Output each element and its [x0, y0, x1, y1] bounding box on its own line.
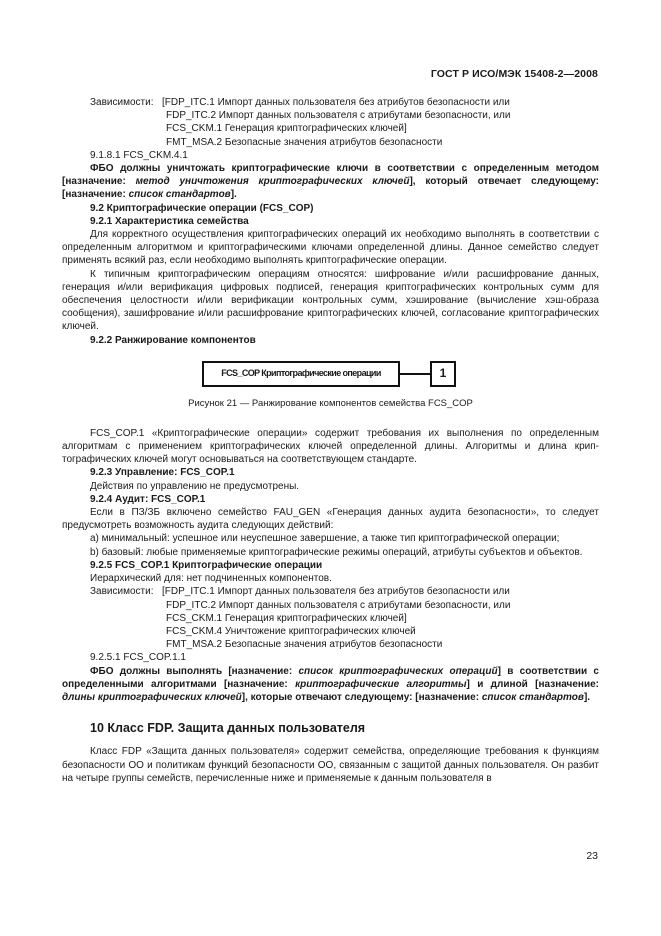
- dependencies-list: [162, 585, 599, 651]
- figure-caption: Рисунок 21 — Ранжирование компонентов семейства FCS_COP: [188, 397, 473, 409]
- section-heading: 9.2 Криптографические операции (FCS_COP): [90, 202, 314, 214]
- subsection-heading: 9.2.5 FCS_COP.1 Криптографические операции: [90, 559, 323, 571]
- dependencies-label: Зависимости:: [90, 97, 154, 108]
- page-content: [62, 96, 599, 785]
- component-level-box: 1: [430, 361, 456, 387]
- paragraph: Если в ПЗ/ЗБ включено семейство FAU_GEN «Генерация данных аудита безопасности», то следует предусмотреть возможность аудита следующих действий:: [62, 507, 599, 532]
- dependency-item: FCS_CKM.1 Генерация криптографических ключей]: [166, 612, 407, 624]
- paragraph: Действия по управлению не предусмотрены.: [90, 480, 300, 492]
- paragraph: FCS_COP.1 «Криптографические операции» содержит требования их выполнения по определенным алгоритмам с применением криптографических ключей определенной длины. Алгоритмы и длина криптографических ключей могут основываться на соответствующем стандарте.: [62, 427, 599, 466]
- dependencies-list: [162, 96, 599, 149]
- dependency-item: FCS_CKM.4 Уничтожение криптографических ключей: [166, 625, 416, 637]
- element-id: 9.2.5.1 FCS_COP.1.1: [90, 652, 186, 664]
- list-item: b) базовый: любые применяемые криптографические режимы операций, атрибуты субъектов и объектов.: [90, 546, 583, 558]
- connector-line: [400, 373, 430, 375]
- dependency-item: FDP_ITC.2 Импорт данных пользователя с атрибутами безопасности, или: [166, 110, 511, 122]
- paragraph: Класс FDP «Защита данных пользователя» содержит семейства, определяющие требования к функциям безопасности ОО и политикам функций безопасности ОО, связанным с защитой данных пользователя. Он разбит на четыре группы семейств, перечисленные ниже и применяемые к данным пользователя в: [62, 746, 599, 784]
- paragraph: Иерархический для: нет подчиненных компонентов.: [90, 573, 332, 585]
- dependencies-block-2: [62, 585, 599, 651]
- dependency-item: [FDP_ITC.1 Импорт данных пользователя без атрибутов безопасности или: [162, 97, 510, 108]
- element-id: 9.1.8.1 FCS_CKM.4.1: [90, 149, 188, 161]
- figure-component-leveling: [62, 347, 599, 409]
- dependency-item: FMT_MSA.2 Безопасные значения атрибутов безопасности: [166, 136, 443, 148]
- paragraph: Для корректного осуществления криптографических операций их необходимо выполнять в соответствии с определенным алгоритмом и криптографическими ключами определенной длины. Данное семейство следует применять всякий раз, если необходимо выполнять криптографические операции.: [62, 229, 599, 267]
- dependency-item: FDP_ITC.2 Импорт данных пользователя с атрибутами безопасности, или: [166, 599, 511, 611]
- dependencies-label: Зависимости:: [90, 586, 154, 598]
- element-requirement: ФБО должны выполнять [назначение: список криптографических операций] в соответствии с определенными алгоритмами [назначение: криптографические алгоритмы] и длиной [назначение: длины криптографических ключей], которые отвечают следующему: [назначение: список стандартов].: [62, 665, 599, 703]
- subsection-heading: 9.2.2 Ранжирование компонентов: [90, 334, 256, 346]
- paragraph: К типичным криптографическим операциям относятся: шифрование и/или расшифрование данных, генерация и/или верификация цифровых подписей, генерация криптографических контрольных сумм для обеспечения целостности и/или верификации контрольных сумм, хэширование (вычисление хэш-образа сообщения), зашифрование и/или расшифрование криптографических ключей, согласование криптографических ключей.: [62, 268, 599, 333]
- element-requirement: ФБО должны уничтожать криптографические ключи в соответствии с определенным методом [назначение: метод уничтожения криптографических ключей], который отвечает следующему: [назначение: список стандартов].: [62, 163, 599, 201]
- subsection-heading: 9.2.4 Аудит: FCS_COP.1: [90, 493, 206, 505]
- dependency-item: FMT_MSA.2 Безопасные значения атрибутов безопасности: [166, 639, 443, 651]
- page-number: 23: [586, 850, 598, 862]
- subsection-heading: 9.2.1 Характеристика семейства: [90, 215, 249, 227]
- list-item: а) минимальный: успешное или неуспешное завершение, а также тип криптографической операции;: [90, 533, 560, 545]
- standard-header: ГОСТ Р ИСО/МЭК 15408-2—2008: [430, 68, 598, 80]
- dependencies-block-1: [62, 96, 599, 149]
- subsection-heading: 9.2.3 Управление: FCS_COP.1: [90, 467, 235, 479]
- chapter-heading: 10 Класс FDP. Защита данных пользователя: [90, 721, 366, 736]
- dependency-item: FCS_CKM.1 Генерация криптографических ключей]: [166, 123, 407, 135]
- dependency-item: [FDP_ITC.1 Импорт данных пользователя без атрибутов безопасности или: [162, 586, 510, 598]
- family-box: FCS_COP Криптографические операции: [202, 361, 400, 387]
